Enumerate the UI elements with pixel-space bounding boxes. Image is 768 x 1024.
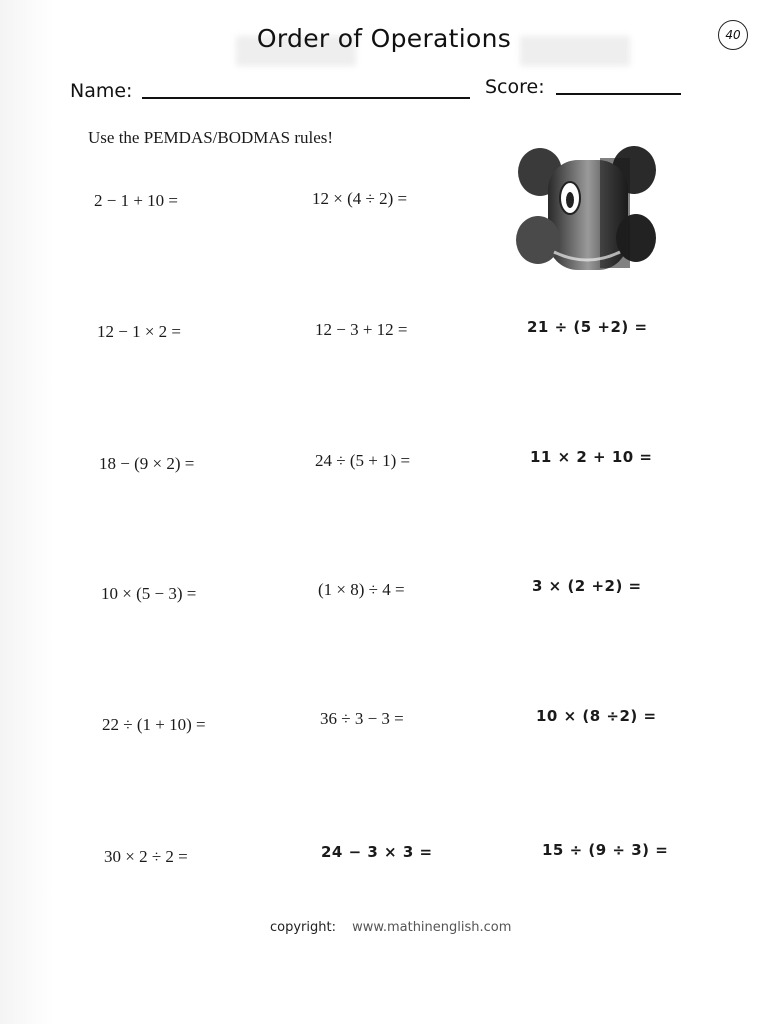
problem-r3c2: 24 ÷ (5 + 1) = <box>315 451 411 470</box>
problem-r4c1: 10 × (5 − 3) = <box>101 584 197 603</box>
score-line[interactable] <box>556 93 681 95</box>
problem-r5c1: 22 ÷ (1 + 10) = <box>102 715 206 734</box>
instructions-text: Use the PEMDAS/BODMAS rules! <box>88 128 334 147</box>
problem-r5c2: 36 ÷ 3 − 3 = <box>320 709 404 728</box>
problem-r2c3: 21 ÷ (5 +2) = <box>527 318 648 336</box>
problem-r1c1: 2 − 1 + 10 = <box>94 191 179 210</box>
score-label: Score: <box>485 76 545 98</box>
problem-r3c3: 11 × 2 + 10 = <box>530 448 653 466</box>
scan-shadow <box>0 0 54 1024</box>
problem-r4c3: 3 × (2 +2) = <box>532 577 642 595</box>
page-title: Order of Operations <box>256 24 512 53</box>
copyright-url[interactable]: www.mathinenglish.com <box>352 920 512 935</box>
copyright-label: copyright: <box>270 920 336 935</box>
name-label: Name: <box>70 80 133 102</box>
problem-r6c3: 15 ÷ (9 ÷ 3) = <box>542 841 669 859</box>
problem-r2c2: 12 − 3 + 12 = <box>315 320 408 339</box>
page-number-badge: 40 <box>718 20 748 50</box>
problem-r3c1: 18 − (9 × 2) = <box>99 454 195 473</box>
name-line[interactable] <box>142 97 470 99</box>
problem-r6c1: 30 × 2 ÷ 2 = <box>104 847 188 866</box>
problem-r4c2: (1 × 8) ÷ 4 = <box>318 580 405 599</box>
problem-r6c2: 24 − 3 × 3 = <box>321 843 433 861</box>
problem-r5c3: 10 × (8 ÷2) = <box>536 707 657 725</box>
problem-r2c1: 12 − 1 × 2 = <box>97 322 182 341</box>
problem-r1c2: 12 × (4 ÷ 2) = <box>312 189 408 208</box>
copyright-footer <box>270 920 511 935</box>
cartoon-mouse-icon <box>514 140 660 280</box>
